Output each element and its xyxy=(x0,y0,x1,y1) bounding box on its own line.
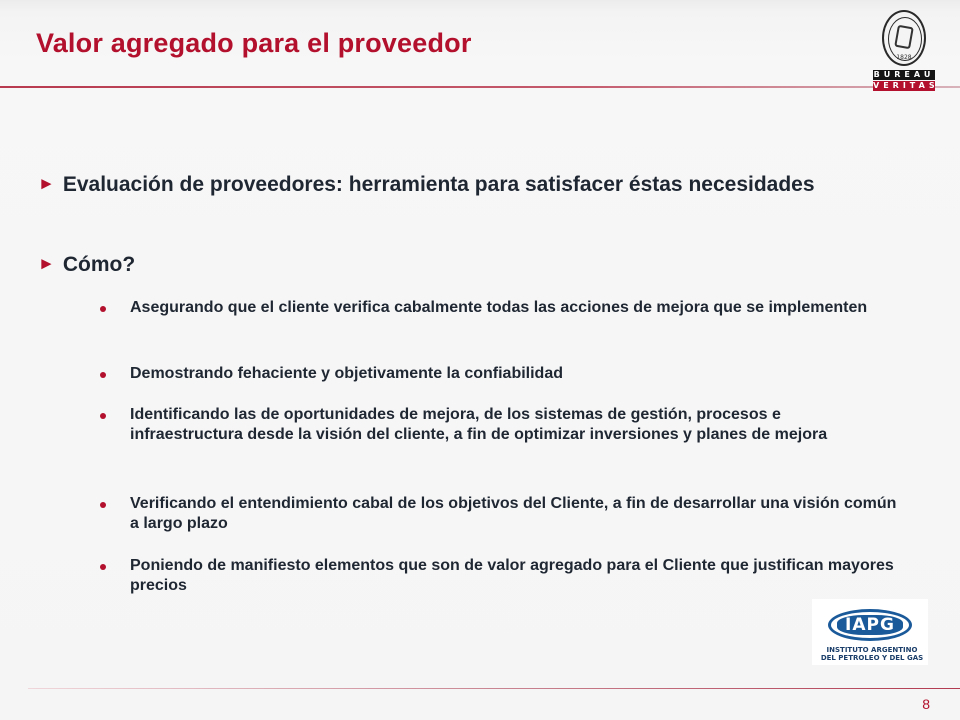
sub-point-text: Verificando el entendimiento cabal de los objetivos del Cliente, a fin de desarrollar una visión común a largo plazo xyxy=(130,495,897,532)
footer-divider xyxy=(28,688,960,689)
bureau-veritas-logo xyxy=(873,10,939,90)
bureau-veritas-seal xyxy=(882,10,926,66)
dot-bullet-icon xyxy=(100,372,106,378)
main-point-evaluacion xyxy=(38,172,898,199)
main-point-text: Evaluación de proveedores: herramienta para satisfacer éstas necesidades xyxy=(62,173,815,196)
sub-point-text: Demostrando fehaciente y objetivamente la confiabilidad xyxy=(130,365,563,382)
main-point-como xyxy=(38,252,135,279)
seal-year: 1828 xyxy=(896,54,912,61)
sub-point-text: Identificando las de oportunidades de mejora, de los sistemas de gestión, procesos e infraestructura desde la visión del cliente, a fin de optimizar inversiones y planes de mejora xyxy=(130,406,828,443)
triangle-bullet-icon: ► xyxy=(38,174,55,193)
dot-bullet-icon xyxy=(100,564,106,570)
veritas-band: VERITAS xyxy=(873,81,939,90)
title-divider xyxy=(0,86,960,88)
dot-bullet-icon xyxy=(100,413,106,419)
iapg-logo xyxy=(812,599,928,665)
sub-point-item xyxy=(98,494,898,534)
iapg-mark: IAPG xyxy=(837,615,903,635)
sub-point-item xyxy=(98,364,898,384)
slide-title: Valor agregado para el proveedor xyxy=(36,28,472,58)
dot-bullet-icon xyxy=(100,502,106,508)
sub-point-text: Poniendo de manifiesto elementos que son de valor agregado para el Cliente que justifican mayores precios xyxy=(130,557,894,594)
sub-point-text: Asegurando que el cliente verifica cabalmente todas las acciones de mejora que se implementen xyxy=(130,299,868,316)
main-point-text: Cómo? xyxy=(62,253,136,276)
sub-point-item xyxy=(98,556,898,596)
sub-point-item xyxy=(98,405,898,445)
iapg-name-line1: INSTITUTO ARGENTINO xyxy=(826,646,918,654)
triangle-bullet-icon: ► xyxy=(38,254,55,273)
sub-point-item xyxy=(98,298,898,318)
iapg-emblem xyxy=(828,609,912,641)
iapg-name-line2: DEL PETROLEO Y DEL GAS xyxy=(820,654,924,662)
page-number: 8 xyxy=(922,696,930,712)
bureau-band: BUREAU xyxy=(873,70,935,79)
dot-bullet-icon xyxy=(100,306,106,312)
